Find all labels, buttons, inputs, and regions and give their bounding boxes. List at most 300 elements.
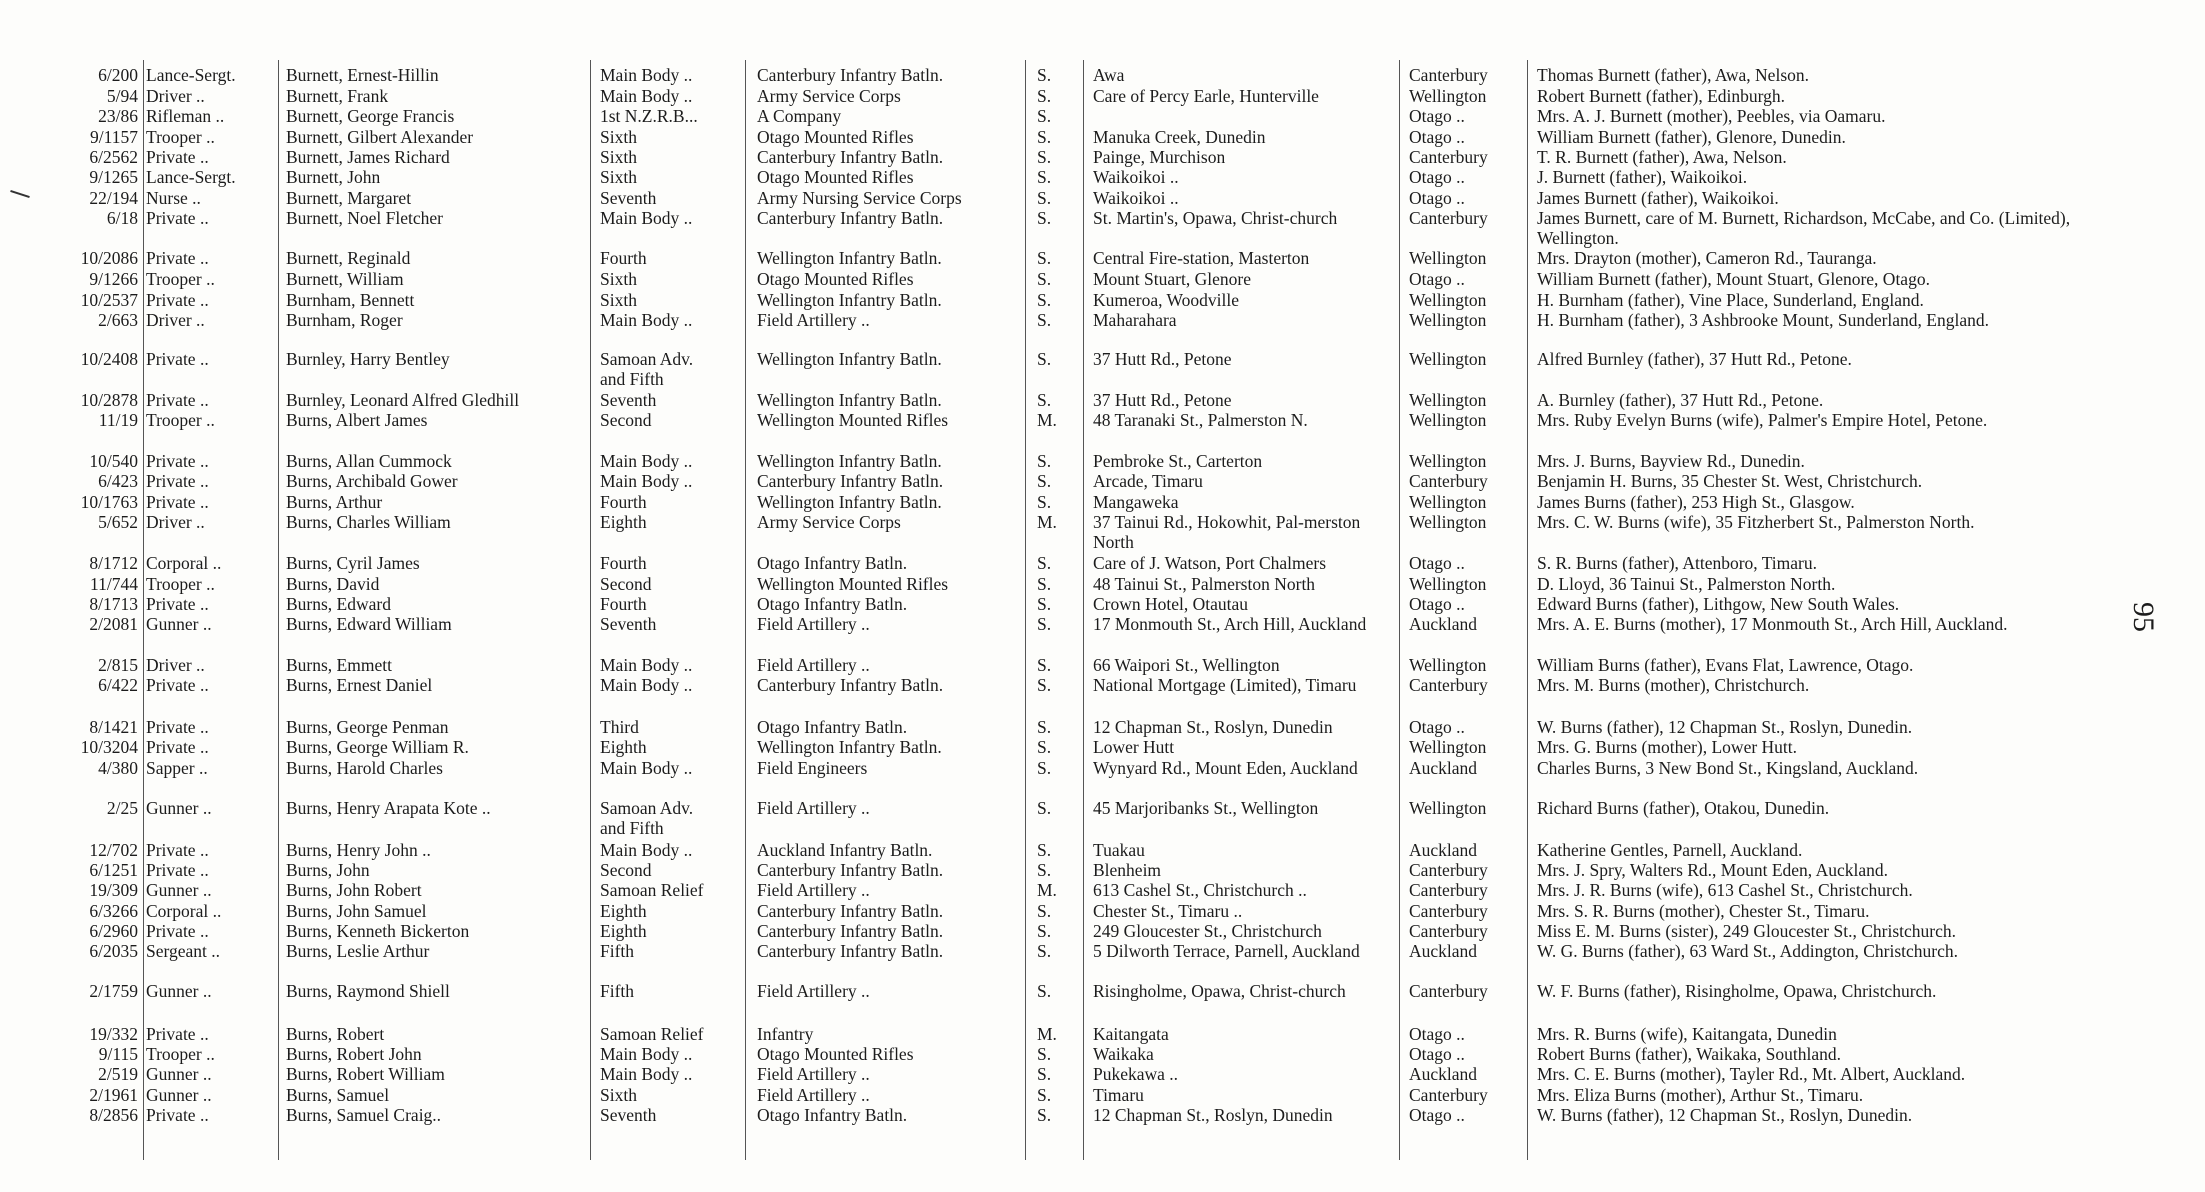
table-row: [0, 208, 2205, 248]
cell-prov: Auckland: [1409, 1064, 1478, 1084]
cell-draft: Samoan Relief: [600, 1024, 704, 1044]
cell-prov: Canterbury: [1409, 921, 1488, 941]
table-row: [0, 290, 2205, 310]
cell-unit: Otago Infantry Batln.: [757, 594, 908, 614]
cell-name: Burnett, Noel Fletcher: [286, 208, 443, 228]
cell-kin: Mrs. G. Burns (mother), Lower Hutt.: [1537, 737, 1798, 757]
cell-kin: William Burnett (father), Glenore, Dunedin.: [1537, 127, 1846, 147]
cell-num: 19/332: [89, 1024, 138, 1044]
cell-addr: Waikoikoi ..: [1093, 167, 1179, 187]
cell-unit: Otago Mounted Rifles: [757, 269, 914, 289]
cell-unit: Otago Mounted Rifles: [757, 127, 914, 147]
cell-num: 6/200: [98, 65, 138, 85]
cell-unit: Wellington Infantry Batln.: [757, 349, 942, 369]
cell-kin: Mrs. J. R. Burns (wife), 613 Cashel St., Christchurch.: [1537, 880, 1913, 900]
cell-addr: 37 Tainui Rd., Hokowhit, Pal-merston North: [1093, 512, 1361, 552]
cell-draft: Main Body ..: [600, 1044, 693, 1064]
cell-draft: Sixth: [600, 269, 637, 289]
cell-num: 11/744: [90, 574, 138, 594]
cell-prov: Wellington: [1409, 492, 1487, 512]
cell-rank: Private ..: [146, 390, 209, 410]
table-row: [0, 471, 2205, 491]
cell-name: Burns, Henry John ..: [286, 840, 431, 860]
cell-ms: S.: [1037, 492, 1052, 512]
cell-kin: Mrs. Drayton (mother), Cameron Rd., Tauranga.: [1537, 248, 1877, 268]
cell-draft: Main Body ..: [600, 675, 693, 695]
cell-name: Burns, Edward William: [286, 614, 452, 634]
cell-rank: Trooper ..: [146, 410, 215, 430]
cell-kin: James Burns (father), 253 High St., Glasgow.: [1537, 492, 1855, 512]
cell-ms: S.: [1037, 167, 1052, 187]
table-row: [0, 310, 2205, 330]
cell-name: Burns, Samuel Craig..: [286, 1105, 442, 1125]
cell-ms: S.: [1037, 921, 1052, 941]
cell-num: 11/19: [98, 410, 138, 430]
cell-ms: S.: [1037, 840, 1052, 860]
cell-draft: Main Body ..: [600, 758, 693, 778]
cell-name: Burns, Cyril James: [286, 553, 420, 573]
cell-draft: Main Body ..: [600, 1064, 693, 1084]
table-row: [0, 451, 2205, 471]
cell-draft: Main Body ..: [600, 86, 693, 106]
cell-draft: Eighth: [600, 512, 647, 532]
cell-name: Burnley, Leonard Alfred Gledhill: [286, 390, 520, 410]
table-row: [0, 1085, 2205, 1105]
cell-name: Burns, Arthur: [286, 492, 383, 512]
cell-rank: Gunner ..: [146, 1085, 212, 1105]
cell-name: Burns, Ernest Daniel: [286, 675, 433, 695]
cell-kin: W. F. Burns (father), Risingholme, Opawa, Christchurch.: [1537, 981, 1937, 1001]
cell-draft: Eighth: [600, 901, 647, 921]
cell-kin: Mrs. R. Burns (wife), Kaitangata, Dunedin: [1537, 1024, 1837, 1044]
cell-unit: Field Artillery ..: [757, 1085, 870, 1105]
cell-draft: Main Body ..: [600, 65, 693, 85]
table-row: [0, 167, 2205, 187]
cell-kin: Mrs. C. W. Burns (wife), 35 Fitzherbert St., Palmerston North.: [1537, 512, 1975, 532]
cell-num: 5/652: [98, 512, 138, 532]
cell-num: 2/815: [98, 655, 138, 675]
cell-name: Burns, Allan Cummock: [286, 451, 452, 471]
cell-num: 10/540: [89, 451, 138, 471]
cell-prov: Wellington: [1409, 390, 1487, 410]
cell-name: Burns, Archibald Gower: [286, 471, 458, 491]
cell-unit: Field Artillery ..: [757, 880, 870, 900]
cell-kin: Miss E. M. Burns (sister), 249 Gloucester St., Christchurch.: [1537, 921, 1956, 941]
table-row: [0, 390, 2205, 410]
cell-num: 22/194: [89, 188, 138, 208]
table-row: [0, 981, 2205, 1001]
cell-name: Burns, Raymond Shiell: [286, 981, 450, 1001]
table-row: [0, 492, 2205, 512]
cell-addr: 66 Waipori St., Wellington: [1093, 655, 1280, 675]
cell-ms: S.: [1037, 147, 1052, 167]
cell-unit: Wellington Mounted Rifles: [757, 410, 949, 430]
cell-name: Burnett, Reginald: [286, 248, 411, 268]
cell-rank: Private ..: [146, 921, 209, 941]
cell-addr: Blenheim: [1093, 860, 1162, 880]
cell-prov: Canterbury: [1409, 675, 1488, 695]
table-row: [0, 675, 2205, 695]
cell-draft: Main Body ..: [600, 310, 693, 330]
cell-prov: Wellington: [1409, 86, 1487, 106]
table-row: [0, 840, 2205, 860]
cell-draft: Second: [600, 574, 652, 594]
cell-ms: S.: [1037, 127, 1052, 147]
cell-addr: 17 Monmouth St., Arch Hill, Auckland: [1093, 614, 1367, 634]
cell-draft: Sixth: [600, 127, 637, 147]
cell-name: Burns, Samuel: [286, 1085, 390, 1105]
cell-prov: Otago ..: [1409, 1024, 1465, 1044]
cell-ms: S.: [1037, 901, 1052, 921]
cell-name: Burnett, James Richard: [286, 147, 450, 167]
page-number: 95: [2127, 602, 2160, 632]
cell-num: 8/1713: [89, 594, 138, 614]
cell-num: 23/86: [98, 106, 138, 126]
cell-draft: Fourth: [600, 492, 647, 512]
cell-name: Burns, Robert: [286, 1024, 385, 1044]
cell-unit: Wellington Infantry Batln.: [757, 737, 942, 757]
cell-rank: Private ..: [146, 349, 209, 369]
cell-addr: St. Martin's, Opawa, Christ-church: [1093, 208, 1338, 228]
cell-draft: Main Body ..: [600, 840, 693, 860]
cell-num: 10/3204: [80, 737, 138, 757]
cell-prov: Canterbury: [1409, 471, 1488, 491]
cell-draft: Third: [600, 717, 639, 737]
cell-ms: S.: [1037, 737, 1052, 757]
table-row: [0, 86, 2205, 106]
cell-addr: Mount Stuart, Glenore: [1093, 269, 1251, 289]
cell-kin: W. Burns (father), 12 Chapman St., Roslyn, Dunedin.: [1537, 1105, 1913, 1125]
cell-ms: S.: [1037, 1064, 1052, 1084]
cell-prov: Otago ..: [1409, 1044, 1465, 1064]
cell-num: 9/1157: [90, 127, 138, 147]
cell-rank: Private ..: [146, 860, 209, 880]
cell-unit: Wellington Mounted Rifles: [757, 574, 949, 594]
cell-num: 10/2537: [80, 290, 138, 310]
cell-unit: Auckland Infantry Batln.: [757, 840, 933, 860]
cell-num: 2/519: [98, 1064, 138, 1084]
cell-addr: Kumeroa, Woodville: [1093, 290, 1240, 310]
cell-addr: Waikoikoi ..: [1093, 188, 1179, 208]
cell-num: 5/94: [106, 86, 138, 106]
cell-name: Burnett, Ernest-Hillin: [286, 65, 439, 85]
cell-prov: Otago ..: [1409, 717, 1465, 737]
cell-name: Burnett, Frank: [286, 86, 389, 106]
cell-draft: Second: [600, 860, 652, 880]
table-row: [0, 921, 2205, 941]
cell-kin: T. R. Burnett (father), Awa, Nelson.: [1537, 147, 1787, 167]
cell-unit: Field Artillery ..: [757, 614, 870, 634]
cell-unit: Army Nursing Service Corps: [757, 188, 962, 208]
cell-unit: Canterbury Infantry Batln.: [757, 65, 944, 85]
cell-draft: Samoan Adv. and Fifth: [600, 349, 694, 389]
cell-draft: Fifth: [600, 981, 635, 1001]
cell-draft: Seventh: [600, 614, 657, 634]
cell-addr: 12 Chapman St., Roslyn, Dunedin: [1093, 717, 1333, 737]
cell-ms: S.: [1037, 471, 1052, 491]
cell-ms: S.: [1037, 574, 1052, 594]
cell-name: Burnley, Harry Bentley: [286, 349, 450, 369]
cell-num: 6/423: [98, 471, 138, 491]
cell-prov: Canterbury: [1409, 880, 1488, 900]
cell-num: 6/1251: [89, 860, 138, 880]
cell-num: 9/1265: [89, 167, 138, 187]
cell-rank: Private ..: [146, 248, 209, 268]
cell-rank: Private ..: [146, 451, 209, 471]
cell-num: 2/1759: [89, 981, 138, 1001]
cell-prov: Wellington: [1409, 349, 1487, 369]
cell-unit: A Company: [757, 106, 842, 126]
cell-rank: Sergeant ..: [146, 941, 221, 961]
cell-ms: M.: [1037, 512, 1057, 532]
cell-name: Burns, Edward: [286, 594, 391, 614]
cell-prov: Wellington: [1409, 451, 1487, 471]
cell-unit: Canterbury Infantry Batln.: [757, 147, 944, 167]
cell-prov: Wellington: [1409, 310, 1487, 330]
cell-rank: Gunner ..: [146, 880, 212, 900]
cell-num: 10/2878: [80, 390, 138, 410]
cell-addr: Kaitangata: [1093, 1024, 1169, 1044]
cell-rank: Gunner ..: [146, 1064, 212, 1084]
cell-rank: Lance-Sergt.: [146, 167, 236, 187]
cell-addr: 12 Chapman St., Roslyn, Dunedin: [1093, 1105, 1333, 1125]
cell-name: Burns, Kenneth Bickerton: [286, 921, 470, 941]
cell-addr: Painge, Murchison: [1093, 147, 1226, 167]
cell-prov: Auckland: [1409, 614, 1478, 634]
cell-unit: Canterbury Infantry Batln.: [757, 860, 944, 880]
table-row: [0, 127, 2205, 147]
cell-prov: Otago ..: [1409, 553, 1465, 573]
cell-draft: Main Body ..: [600, 655, 693, 675]
table-row: [0, 880, 2205, 900]
cell-unit: Field Engineers: [757, 758, 868, 778]
cell-num: 8/2856: [89, 1105, 138, 1125]
table-row: [0, 901, 2205, 921]
cell-addr: Wynyard Rd., Mount Eden, Auckland: [1093, 758, 1358, 778]
table-row: [0, 614, 2205, 634]
cell-kin: A. Burnley (father), 37 Hutt Rd., Petone.: [1537, 390, 1824, 410]
cell-unit: Canterbury Infantry Batln.: [757, 471, 944, 491]
cell-rank: Trooper ..: [146, 269, 215, 289]
cell-num: 2/1961: [89, 1085, 138, 1105]
table-row: [0, 717, 2205, 737]
cell-draft: Seventh: [600, 188, 657, 208]
table-row: [0, 1064, 2205, 1084]
cell-rank: Nurse ..: [146, 188, 201, 208]
cell-kin: Mrs. Ruby Evelyn Burns (wife), Palmer's Empire Hotel, Petone.: [1537, 410, 1988, 430]
cell-ms: S.: [1037, 290, 1052, 310]
cell-draft: Fourth: [600, 553, 647, 573]
cell-rank: Corporal ..: [146, 901, 222, 921]
cell-ms: S.: [1037, 675, 1052, 695]
cell-unit: Field Artillery ..: [757, 798, 870, 818]
cell-rank: Sapper ..: [146, 758, 208, 778]
cell-unit: Wellington Infantry Batln.: [757, 390, 942, 410]
cell-ms: S.: [1037, 594, 1052, 614]
cell-ms: S.: [1037, 390, 1052, 410]
cell-name: Burns, Albert James: [286, 410, 428, 430]
cell-rank: Driver ..: [146, 310, 205, 330]
cell-ms: S.: [1037, 188, 1052, 208]
cell-num: 6/2035: [89, 941, 138, 961]
cell-rank: Gunner ..: [146, 798, 212, 818]
cell-unit: Army Service Corps: [757, 512, 901, 532]
cell-kin: James Burnett (father), Waikoikoi.: [1537, 188, 1779, 208]
cell-rank: Driver ..: [146, 86, 205, 106]
cell-unit: Otago Mounted Rifles: [757, 167, 914, 187]
cell-kin: Mrs. A. E. Burns (mother), 17 Monmouth St., Arch Hill, Auckland.: [1537, 614, 2008, 634]
cell-unit: Wellington Infantry Batln.: [757, 290, 942, 310]
cell-ms: S.: [1037, 208, 1052, 228]
cell-unit: Canterbury Infantry Batln.: [757, 675, 944, 695]
table-row: [0, 106, 2205, 126]
cell-prov: Canterbury: [1409, 901, 1488, 921]
cell-draft: Fifth: [600, 941, 635, 961]
cell-unit: Otago Infantry Batln.: [757, 717, 908, 737]
cell-kin: Charles Burns, 3 New Bond St., Kingsland, Auckland.: [1537, 758, 1919, 778]
cell-ms: S.: [1037, 553, 1052, 573]
cell-addr: Risingholme, Opawa, Christ-church: [1093, 981, 1346, 1001]
cell-prov: Canterbury: [1409, 860, 1488, 880]
cell-name: Burnett, William: [286, 269, 404, 289]
cell-name: Burnett, George Francis: [286, 106, 455, 126]
cell-ms: S.: [1037, 941, 1052, 961]
cell-unit: Otago Infantry Batln.: [757, 553, 908, 573]
cell-ms: S.: [1037, 758, 1052, 778]
cell-rank: Rifleman ..: [146, 106, 225, 126]
cell-rank: Private ..: [146, 737, 209, 757]
cell-unit: Field Artillery ..: [757, 655, 870, 675]
cell-draft: Eighth: [600, 921, 647, 941]
cell-kin: Mrs. S. R. Burns (mother), Chester St., Timaru.: [1537, 901, 1870, 921]
table-row: [0, 147, 2205, 167]
cell-ms: S.: [1037, 65, 1052, 85]
cell-prov: Wellington: [1409, 410, 1487, 430]
cell-draft: Eighth: [600, 737, 647, 757]
cell-name: Burns, Robert William: [286, 1064, 445, 1084]
cell-prov: Canterbury: [1409, 981, 1488, 1001]
cell-name: Burns, Harold Charles: [286, 758, 443, 778]
cell-addr: Timaru: [1093, 1085, 1144, 1105]
cell-kin: Mrs. A. J. Burnett (mother), Peebles, via Oamaru.: [1537, 106, 1886, 126]
cell-unit: Otago Mounted Rifles: [757, 1044, 914, 1064]
cell-ms: M.: [1037, 410, 1057, 430]
cell-addr: 613 Cashel St., Christchurch ..: [1093, 880, 1307, 900]
cell-rank: Gunner ..: [146, 981, 212, 1001]
cell-rank: Trooper ..: [146, 1044, 215, 1064]
cell-prov: Otago ..: [1409, 269, 1465, 289]
table-row: [0, 512, 2205, 552]
cell-addr: Central Fire-station, Masterton: [1093, 248, 1310, 268]
cell-rank: Driver ..: [146, 512, 205, 532]
table-row: [0, 798, 2205, 838]
cell-addr: Tuakau: [1093, 840, 1145, 860]
table-row: [0, 655, 2205, 675]
cell-unit: Otago Infantry Batln.: [757, 1105, 908, 1125]
cell-draft: Second: [600, 410, 652, 430]
cell-kin: Katherine Gentles, Parnell, Auckland.: [1537, 840, 1803, 860]
cell-kin: Robert Burnett (father), Edinburgh.: [1537, 86, 1786, 106]
cell-rank: Private ..: [146, 492, 209, 512]
cell-addr: Mangaweka: [1093, 492, 1179, 512]
cell-prov: Canterbury: [1409, 1085, 1488, 1105]
table-row: [0, 594, 2205, 614]
cell-draft: Main Body ..: [600, 208, 693, 228]
cell-prov: Wellington: [1409, 290, 1487, 310]
cell-name: Burnett, Margaret: [286, 188, 412, 208]
cell-ms: S.: [1037, 798, 1052, 818]
cell-ms: S.: [1037, 614, 1052, 634]
cell-kin: D. Lloyd, 36 Tainui St., Palmerston North.: [1537, 574, 1836, 594]
cell-prov: Canterbury: [1409, 147, 1488, 167]
cell-num: 10/1763: [80, 492, 138, 512]
table-row: [0, 941, 2205, 961]
cell-prov: Otago ..: [1409, 1105, 1465, 1125]
cell-kin: Mrs. C. E. Burns (mother), Tayler Rd., Mt. Albert, Auckland.: [1537, 1064, 1966, 1084]
cell-name: Burnham, Roger: [286, 310, 403, 330]
cell-name: Burns, John Robert: [286, 880, 422, 900]
cell-prov: Otago ..: [1409, 106, 1465, 126]
cell-prov: Wellington: [1409, 737, 1487, 757]
cell-rank: Corporal ..: [146, 553, 222, 573]
cell-addr: Manuka Creek, Dunedin: [1093, 127, 1266, 147]
cell-kin: William Burnett (father), Mount Stuart, Glenore, Otago.: [1537, 269, 1930, 289]
table-row: [0, 1105, 2205, 1125]
cell-draft: Sixth: [600, 290, 637, 310]
cell-prov: Otago ..: [1409, 127, 1465, 147]
cell-rank: Lance-Sergt.: [146, 65, 236, 85]
cell-addr: 45 Marjoribanks St., Wellington: [1093, 798, 1319, 818]
cell-kin: Mrs. J. Burns, Bayview Rd., Dunedin.: [1537, 451, 1805, 471]
cell-prov: Wellington: [1409, 798, 1487, 818]
table-row: [0, 349, 2205, 389]
cell-draft: Samoan Relief: [600, 880, 704, 900]
cell-rank: Private ..: [146, 594, 209, 614]
cell-unit: Wellington Infantry Batln.: [757, 451, 942, 471]
cell-name: Burns, Henry Arapata Kote ..: [286, 798, 491, 818]
cell-rank: Private ..: [146, 471, 209, 491]
cell-ms: S.: [1037, 451, 1052, 471]
cell-draft: Sixth: [600, 147, 637, 167]
table-row: [0, 553, 2205, 573]
cell-prov: Canterbury: [1409, 65, 1488, 85]
table-row: [0, 1044, 2205, 1064]
cell-prov: Wellington: [1409, 248, 1487, 268]
cell-rank: Private ..: [146, 840, 209, 860]
cell-num: 10/2408: [80, 349, 138, 369]
cell-prov: Auckland: [1409, 758, 1478, 778]
table-row: [0, 410, 2205, 430]
cell-kin: Richard Burns (father), Otakou, Dunedin.: [1537, 798, 1830, 818]
cell-addr: Pukekawa ..: [1093, 1064, 1179, 1084]
cell-kin: Edward Burns (father), Lithgow, New South Wales.: [1537, 594, 1900, 614]
cell-addr: Awa: [1093, 65, 1125, 85]
cell-addr: Pembroke St., Carterton: [1093, 451, 1263, 471]
cell-draft: Fourth: [600, 594, 647, 614]
cell-ms: S.: [1037, 860, 1052, 880]
cell-addr: 48 Tainui St., Palmerston North: [1093, 574, 1316, 594]
table-row: [0, 574, 2205, 594]
cell-rank: Private ..: [146, 1024, 209, 1044]
table-row: [0, 188, 2205, 208]
cell-name: Burns, David: [286, 574, 380, 594]
cell-num: 2/25: [106, 798, 138, 818]
cell-num: 9/1266: [89, 269, 138, 289]
cell-num: 6/2960: [89, 921, 138, 941]
cell-name: Burns, John Samuel: [286, 901, 427, 921]
table-row: [0, 737, 2205, 757]
cell-ms: S.: [1037, 981, 1052, 1001]
